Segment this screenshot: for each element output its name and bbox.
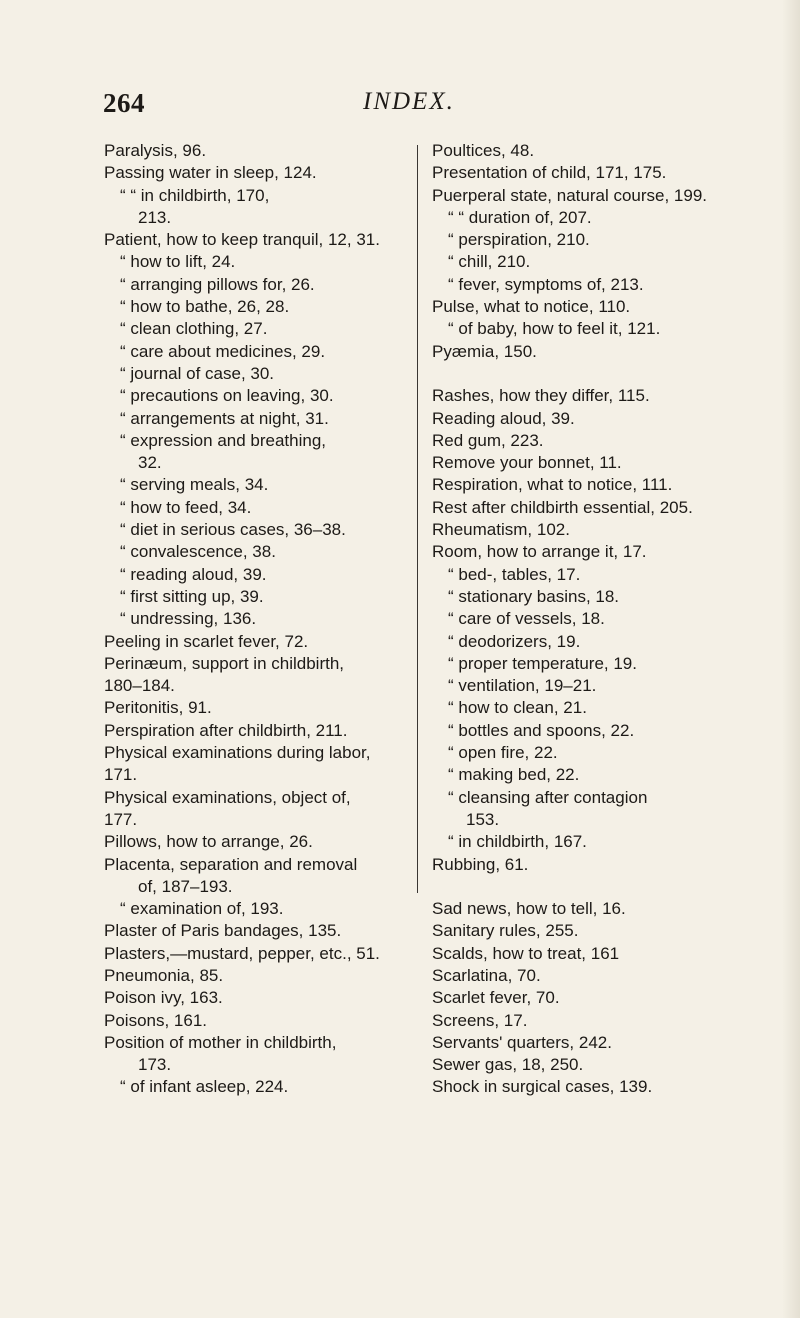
index-subentry: “ arrangements at night, 31. [120,408,329,428]
index-entry: Shock in surgical cases, 139. [432,1077,653,1097]
index-subentry: “ care of vessels, 18. [448,609,605,629]
index-entry: Perspiration after childbirth, 211. [104,720,348,740]
index-subentry: “ serving meals, 34. [120,475,269,495]
index-entry: Scarlatina, 70. [432,965,541,985]
index-entry: Sad news, how to tell, 16. [432,899,626,919]
index-entry: Poison ivy, 163. [104,988,223,1008]
index-subentry: “ fever, symptoms of, 213. [448,274,644,294]
index-entry: Screens, 17. [432,1010,528,1030]
index-entry: Plaster of Paris bandages, 135. [104,921,342,941]
index-continuation: 177. [104,809,138,829]
running-head-title: INDEX. [363,88,455,115]
index-entry: Plasters,—mustard, pepper, etc., 51. [104,943,380,963]
index-subentry: “ bed-, tables, 17. [448,564,581,584]
index-subentry: “ open fire, 22. [448,743,558,763]
index-subentry: “ “ duration of, 207. [448,207,592,227]
index-entry: Peeling in scarlet fever, 72. [104,631,309,651]
index-entry: Presentation of child, 171, 175. [432,163,667,183]
index-entry: Perinæum, support in childbirth, [104,653,345,673]
index-subentry: “ chill, 210. [448,252,531,272]
index-entry: Peritonitis, 91. [104,698,212,718]
index-subentry: “ journal of case, 30. [120,363,275,383]
index-subentry: “ proper temperature, 19. [448,653,637,673]
index-subentry: “ expression and breathing, [120,430,327,450]
index-entry: Pillows, how to arrange, 26. [104,832,313,852]
index-entry: Rashes, how they differ, 115. [432,386,650,406]
index-entry: Poultices, 48. [432,141,535,160]
index-subentry: “ first sitting up, 39. [120,586,264,606]
index-entry: Patient, how to keep tranquil, 12, 31. [104,230,380,250]
index-entry: Pneumonia, 85. [104,965,224,985]
index-subentry: “ “ in childbirth, 170, [120,185,270,205]
index-column-right [432,140,772,1099]
index-entry: Remove your bonnet, 11. [432,453,622,473]
index-subentry: “ how to lift, 24. [120,252,236,272]
index-column-left [104,140,404,1099]
page-number: 264 [103,88,145,118]
index-entry: Placenta, separation and removal [104,854,358,874]
index-subentry: “ how to clean, 21. [448,698,587,718]
index-subentry: “ convalescence, 38. [120,542,276,562]
index-subentry: “ stationary basins, 18. [448,586,620,606]
index-subentry: “ how to bathe, 26, 28. [120,297,290,317]
index-entry: Rheumatism, 102. [432,520,570,540]
index-subentry: “ how to feed, 34. [120,497,252,517]
index-continuation: 32. [138,453,162,473]
index-entry: Red gum, 223. [432,430,544,450]
page-header [0,88,800,128]
index-subentry: “ cleansing after contagion [448,787,648,807]
index-subentry: “ arranging pillows for, 26. [120,274,315,294]
index-entry: Room, how to arrange it, 17. [432,542,647,562]
index-continuation: 180–184. [104,676,175,696]
index-entry: Pyæmia, 150. [432,341,537,361]
index-continuation: 171. [104,765,138,785]
index-entry: Scalds, how to treat, 161 [432,943,620,963]
section-gap [432,876,772,898]
index-subentry: “ care about medicines, 29. [120,341,326,361]
index-subentry: “ in childbirth, 167. [448,832,587,852]
index-entry: Reading aloud, 39. [432,408,575,428]
index-entry: Rest after childbirth essential, 205. [432,497,693,517]
index-continuation: of, 187–193. [138,876,233,896]
index-subentry: “ deodorizers, 19. [448,631,581,651]
index-entry: Puerperal state, natural course, 199. [432,185,707,205]
index-entry: Physical examinations, object of, [104,787,351,807]
index-entry: Physical examinations during labor, [104,743,371,763]
index-entry: Respiration, what to notice, 111. [432,475,673,495]
index-subentry: “ making bed, 22. [448,765,580,785]
index-entry: Pulse, what to notice, 110. [432,297,631,317]
section-gap [432,363,772,385]
index-entry: Paralysis, 96. [104,141,207,160]
index-subentry: “ diet in serious cases, 36–38. [120,520,346,540]
index-subentry: “ of baby, how to feel it, 121. [448,319,661,339]
index-continuation: 173. [138,1055,172,1075]
index-subentry: “ undressing, 136. [120,609,257,629]
index-subentry: “ reading aloud, 39. [120,564,267,584]
index-subentry: “ ventilation, 19–21. [448,676,597,696]
index-continuation: 153. [466,809,500,829]
column-divider [417,145,418,893]
index-continuation: 213. [138,207,172,227]
index-subentry: “ perspiration, 210. [448,230,590,250]
index-subentry: “ of infant asleep, 224. [120,1077,289,1097]
index-entry: Sewer gas, 18, 250. [432,1055,584,1075]
index-entry: Position of mother in childbirth, [104,1032,337,1052]
page-edge-shadow [782,0,800,1318]
index-entry: Scarlet fever, 70. [432,988,560,1008]
index-entry: Rubbing, 61. [432,854,529,874]
index-entry: Poisons, 161. [104,1010,208,1030]
index-entry: Passing water in sleep, 124. [104,163,317,183]
index-subentry: “ clean clothing, 27. [120,319,268,339]
index-subentry: “ precautions on leaving, 30. [120,386,334,406]
index-entry: Sanitary rules, 255. [432,921,579,941]
index-subentry: “ bottles and spoons, 22. [448,720,635,740]
index-entry: Servants' quarters, 242. [432,1032,612,1052]
index-subentry: “ examination of, 193. [120,899,284,919]
